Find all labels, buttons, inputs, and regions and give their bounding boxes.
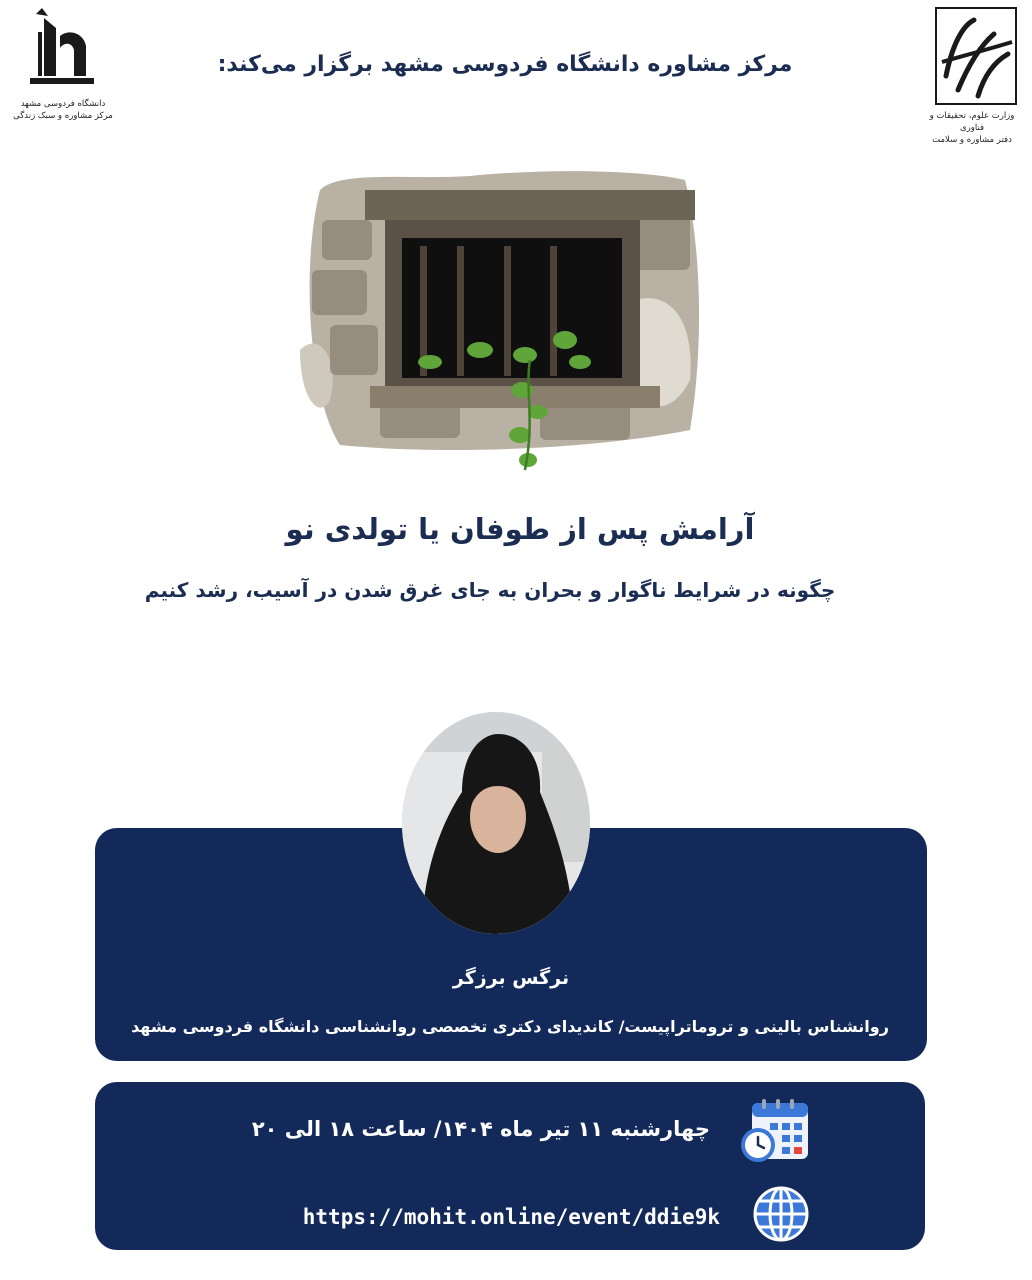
calendar-clock-icon bbox=[736, 1097, 812, 1165]
left-logo-caption-1: دانشگاه فردوسی مشهد bbox=[20, 99, 106, 109]
right-logo-caption-2: دفتر مشاوره و سلامت bbox=[932, 135, 1012, 145]
organizer-text: مرکز مشاوره دانشگاه فردوسی مشهد برگزار می‌کند: bbox=[217, 52, 793, 77]
event-subtitle: چگونه در شرایط ناگوار و بحران به جای غرق شدن در آسیب، رشد کنیم bbox=[144, 578, 836, 602]
event-title: آرامش پس از طوفان یا تولدی نو bbox=[285, 512, 755, 546]
hero-image bbox=[290, 150, 710, 490]
speaker-role: روانشناس بالینی و تروماتراپیست/ کاندیدای دکتری تخصصی روانشناسی دانشگاه فردوسی مشهد bbox=[131, 1017, 889, 1036]
student-affairs-organization-logo-icon bbox=[922, 6, 1022, 106]
right-logo-caption-1: وزارت علوم، تحقیقات و فناوری bbox=[929, 111, 1015, 133]
barred-window-with-plant-image bbox=[290, 150, 710, 490]
speaker-photo bbox=[402, 712, 590, 934]
event-datetime: چهارشنبه ۱۱ تیر ماه ۱۴۰۴/ ساعت ۱۸ الی ۲۰ bbox=[251, 1117, 710, 1141]
globe-icon bbox=[752, 1185, 810, 1243]
event-link[interactable]: https://mohit.online/event/ddie9k bbox=[302, 1205, 720, 1229]
left-logo-caption-2: مرکز مشاوره و سبک زندگی bbox=[13, 111, 113, 121]
student-affairs-logo bbox=[922, 6, 1022, 146]
speaker-name: نرگس برزگر bbox=[452, 967, 570, 989]
ferdowsi-university-logo bbox=[8, 6, 118, 141]
speaker-portrait-image bbox=[402, 712, 590, 934]
ferdowsi-university-logo-icon bbox=[8, 6, 118, 94]
